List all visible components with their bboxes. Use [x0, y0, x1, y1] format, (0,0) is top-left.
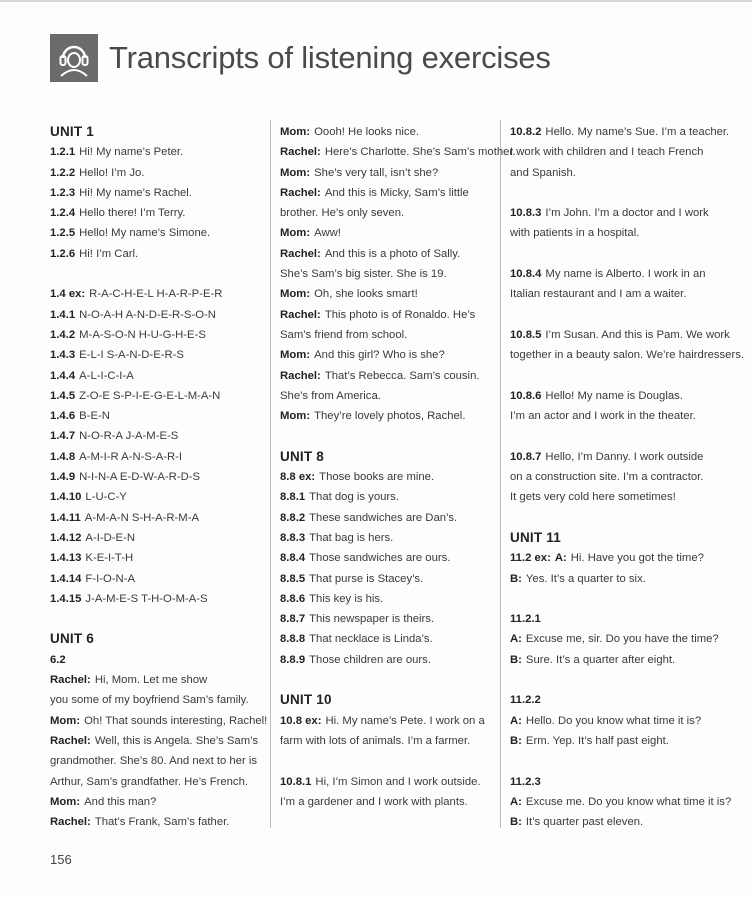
exercise-number: 11.2.2: [510, 694, 541, 707]
spelling-line: [50, 366, 262, 386]
dialog-line: [280, 203, 495, 223]
speaker: A:: [510, 633, 522, 646]
transcript-line: [280, 731, 495, 751]
dialog-line: [280, 183, 495, 203]
transcript-text: Those children are ours.: [309, 653, 431, 666]
spelling-text: A-M-A-N S-H-A-R-M-A: [84, 511, 200, 524]
transcript-text: Hi! I’m Carl.: [79, 247, 139, 260]
dialog-text: Oooh! He looks nice.: [314, 126, 419, 138]
spelling-text: E-L-I S-A-N-D-E-R-S: [79, 349, 184, 362]
unit-heading: UNIT 1: [50, 124, 94, 139]
exercise-number: 10.8.6: [510, 389, 542, 402]
exercise-number: 1.2.5: [50, 227, 76, 240]
transcript-text: Hello! My name’s Simone.: [79, 227, 211, 240]
dialog-text: They’re lovely photos, Rachel.: [314, 410, 466, 423]
transcript-line: I work with children and I teach French: [510, 146, 704, 159]
transcript-text: That dog is yours.: [309, 491, 399, 504]
unit-heading: UNIT 10: [280, 692, 332, 708]
dialog-line: [280, 305, 495, 325]
transcript-text: Hello, I’m Danny. I work outside: [545, 450, 704, 463]
spelling-text: J-A-M-E-S T-H-O-M-A-S: [85, 592, 208, 605]
transcript-line: [50, 223, 262, 243]
spelling-line: [50, 589, 262, 609]
dialog-text: grandmother. She’s 80. And next to her is: [50, 755, 258, 768]
spelling-line: [50, 548, 262, 568]
exercise-number: 1.4.14: [50, 572, 82, 585]
transcript-text: That necklace is Linda’s.: [309, 633, 433, 646]
transcript-line: [280, 487, 495, 507]
transcript-line: [510, 386, 746, 406]
dialog-text: Excuse me, sir. Do you have the time?: [525, 633, 719, 646]
transcript-line: [280, 569, 495, 589]
speaker: Mom:: [280, 410, 311, 423]
speaker: Mom:: [280, 166, 311, 179]
speaker: B:: [510, 653, 522, 666]
exercise-number: 1.4.13: [50, 552, 82, 565]
dialog-line: [280, 264, 495, 284]
transcript-text: Hi! My name’s Peter.: [79, 146, 184, 159]
dialog-text: And this man?: [84, 795, 157, 808]
spelling-line: [50, 528, 262, 548]
transcript-text: This newspaper is theirs.: [309, 613, 435, 626]
headphones-person-icon: [50, 34, 98, 82]
column-1: [50, 122, 268, 832]
exercise-number: 8.8.4: [280, 552, 306, 565]
spelling-text: A-L-I-C-I-A: [79, 369, 134, 382]
transcript-text: Hello there! I’m Terry.: [79, 207, 186, 220]
exercise-number: 8.8.5: [280, 572, 306, 585]
speaker: Mom:: [50, 795, 81, 808]
column-divider: [270, 120, 271, 828]
exercise-number: 8.8.7: [280, 613, 306, 626]
transcript-text: I’m John. I’m a doctor and I work: [545, 207, 709, 220]
dialog-text: Aww!: [314, 227, 341, 240]
dialog-line: [510, 650, 746, 670]
speaker: B:: [510, 734, 522, 747]
transcript-text: That bag is hers.: [309, 531, 394, 544]
exercise-number: 8.8 ex:: [280, 471, 316, 484]
transcript-line: [280, 467, 495, 487]
speaker: B:: [510, 572, 522, 585]
page-header: [50, 34, 551, 82]
exercise-number: 8.8.2: [280, 511, 306, 524]
spelling-line: [50, 569, 262, 589]
dialog-text: She’s from America.: [280, 389, 381, 402]
dialog-line: [510, 711, 746, 731]
dialog-text: And this is a photo of Sally.: [324, 247, 461, 260]
dialog-line: [280, 345, 495, 365]
transcript-line: [50, 183, 262, 203]
dialog-line: [50, 670, 262, 690]
exercise-number: 11.2.1: [510, 613, 541, 626]
exercise-number: 1.4.10: [50, 491, 82, 504]
transcript-line: [510, 264, 746, 284]
exercise-number: 8.8.6: [280, 592, 306, 605]
dialog-text: She’s very tall, isn’t she?: [314, 166, 439, 179]
exercise-number: 10.8.3: [510, 207, 542, 220]
transcript-line: with patients in a hospital.: [510, 227, 640, 240]
transcript-line: I’m an actor and I work in the theater.: [510, 410, 696, 423]
transcript-text: Those books are mine.: [319, 471, 435, 484]
dialog-line: [50, 751, 262, 771]
transcript-line: [280, 508, 495, 528]
transcript-text: These sandwiches are Dan’s.: [309, 511, 458, 524]
dialog-line: [510, 548, 746, 568]
dialog-text: Hi, Mom. Let me show: [94, 674, 208, 687]
exercise-number: 11.2.3: [510, 775, 541, 788]
exercise-number: 1.2.6: [50, 247, 76, 260]
transcript-line: [280, 609, 495, 629]
spelling-line: [50, 386, 262, 406]
exercise-number: 6.2: [50, 653, 66, 666]
exercise-number: 1.4.9: [50, 471, 76, 484]
dialog-line: [510, 731, 746, 751]
spelling-line: [50, 487, 262, 507]
transcript-text: Hello! My name is Douglas.: [545, 389, 683, 402]
spelling-line: [50, 508, 262, 528]
exercise-number: 10.8.4: [510, 268, 542, 281]
dialog-text: Sure. It’s a quarter after eight.: [525, 653, 676, 666]
transcript-line: It gets very cold here sometimes!: [510, 491, 676, 504]
dialog-line: [280, 366, 495, 386]
exercise-number: 1.4.5: [50, 389, 76, 402]
dialog-line: [280, 122, 495, 142]
dialog-text: And this girl? Who is she?: [314, 349, 445, 362]
dialog-text: And this is Micky, Sam’s little: [324, 186, 469, 199]
exercise-number: 11.2 ex:: [510, 552, 551, 565]
speaker: Rachel:: [50, 734, 91, 747]
column-3: [510, 122, 746, 832]
dialog-text: Arthur, Sam’s grandfather. He’s French.: [50, 775, 249, 788]
spelling-line: [50, 467, 262, 487]
unit-heading: UNIT 6: [50, 631, 94, 647]
dialog-text: That’s Rebecca. Sam’s cousin.: [324, 369, 480, 382]
spelling-line: [50, 406, 262, 426]
dialog-text: Here’s Charlotte. She’s Sam’s mother.: [324, 146, 516, 159]
dialog-line: [280, 163, 495, 183]
speaker: A:: [554, 552, 567, 565]
exercise-number: 10.8.5: [510, 328, 542, 341]
transcript-line: [280, 650, 495, 670]
column-2: [280, 122, 516, 812]
exercise-number: 10.8.7: [510, 450, 542, 463]
exercise-number: 10.8 ex:: [280, 714, 322, 727]
transcript-line: [50, 163, 262, 183]
speaker: Rachel:: [280, 369, 321, 382]
speaker: Mom:: [280, 126, 311, 138]
spelling-line: [50, 447, 262, 467]
speaker: Rachel:: [280, 146, 321, 159]
dialog-line: [280, 223, 495, 243]
page-title: Transcripts of listening exercises: [109, 40, 551, 75]
spelling-text: A-M-I-R A-N-S-A-R-I: [79, 450, 183, 463]
speaker: Mom:: [280, 227, 311, 240]
page-number: 156: [50, 852, 72, 867]
dialog-text: Well, this is Angela. She’s Sam’s: [94, 734, 259, 747]
transcript-text: Those sandwiches are ours.: [309, 552, 451, 565]
transcript-text: My name is Alberto. I work in an: [545, 268, 706, 281]
exercise-number: 1.2.1: [50, 146, 76, 159]
transcript-text: I’m a gardener and I work with plants.: [280, 795, 468, 808]
transcript-text: Hi, I’m Simon and I work outside.: [315, 775, 481, 788]
spelling-text: B-E-N: [79, 410, 110, 423]
speaker: Mom:: [280, 288, 311, 301]
transcript-line: [50, 203, 262, 223]
spelling-line: [50, 305, 262, 325]
transcript-line: [280, 629, 495, 649]
dialog-line: [280, 244, 495, 264]
transcript-line: [510, 122, 746, 142]
dialog-line: [280, 406, 495, 426]
transcript-line: [280, 548, 495, 568]
exercise-number: 1.4.11: [50, 511, 81, 524]
column-divider: [500, 120, 501, 828]
dialog-line: [280, 284, 495, 304]
dialog-line: [50, 690, 262, 710]
spelling-text: N-O-A-H A-N-D-E-R-S-O-N: [79, 308, 216, 321]
transcript-line: and Spanish.: [510, 166, 576, 179]
dialog-text: Hi. Have you got the time?: [570, 552, 704, 565]
exercise-number: 1.4.4: [50, 369, 76, 382]
dialog-line: [280, 386, 495, 406]
dialog-line: [50, 812, 262, 832]
exercise-number: 10.8.1: [280, 775, 312, 788]
top-border: [0, 0, 752, 2]
spelling-text: R-A-C-H-E-L H-A-R-P-E-R: [89, 288, 223, 301]
dialog-line: [50, 792, 262, 812]
exercise-number: 8.8.1: [280, 491, 306, 504]
transcript-line: [280, 528, 495, 548]
spelling-text: Z-O-E S-P-I-E-G-E-L-M-A-N: [79, 389, 221, 402]
dialog-line: [510, 629, 746, 649]
unit-heading: UNIT 8: [280, 448, 324, 464]
transcript-text: That purse is Stacey’s.: [309, 572, 424, 585]
dialog-line: [280, 142, 516, 162]
speaker: B:: [510, 816, 522, 829]
dialog-line: [280, 325, 495, 345]
transcript-line: [510, 325, 746, 345]
transcript-line: [50, 244, 262, 264]
transcript-text: Hello. My name’s Sue. I’m a teacher.: [545, 126, 730, 138]
exercise-number: 8.8.3: [280, 531, 306, 544]
spelling-text: M-A-S-O-N H-U-G-H-E-S: [79, 328, 206, 341]
exercise-number: 1.2.4: [50, 207, 76, 220]
transcript-text: I’m Susan. And this is Pam. We work: [545, 328, 730, 341]
exercise-number: 1.4.15: [50, 592, 82, 605]
exercise-number: 1.4.6: [50, 410, 76, 423]
transcript-line: [510, 203, 746, 223]
dialog-text: Yes. It’s a quarter to six.: [525, 572, 646, 585]
exercise-number: 1.4.2: [50, 328, 76, 341]
spelling-text: A-I-D-E-N: [85, 531, 135, 544]
speaker: Rachel:: [280, 308, 321, 321]
dialog-text: Hello. Do you know what time it is?: [525, 714, 702, 727]
exercise-number: 10.8.2: [510, 126, 542, 138]
exercise-number: 8.8.8: [280, 633, 306, 646]
spelling-line: [50, 345, 262, 365]
speaker: Rachel:: [50, 816, 91, 829]
spelling-line: [50, 284, 262, 304]
exercise-number: 1.4.1: [50, 308, 76, 321]
exercise-number: 1.2.3: [50, 186, 76, 199]
exercise-number: 1.4.7: [50, 430, 76, 443]
dialog-text: you some of my boyfriend Sam’s family.: [50, 694, 249, 707]
spelling-text: N-I-N-A E-D-W-A-R-D-S: [79, 471, 201, 484]
exercise-number: 1.4 ex:: [50, 288, 86, 301]
transcript-line: on a construction site. I’m a contractor.: [510, 471, 704, 484]
speaker: Rachel:: [280, 247, 321, 260]
unit-heading: UNIT 11: [510, 529, 561, 545]
spelling-text: K-E-I-T-H: [85, 552, 134, 565]
dialog-line: [510, 792, 746, 812]
dialog-line: [50, 711, 268, 731]
dialog-text: Oh! That sounds interesting, Rachel!: [84, 714, 268, 727]
transcript-line: [280, 772, 495, 792]
speaker: Mom:: [50, 714, 81, 727]
transcript-text: farm with lots of animals. I’m a farmer.: [280, 734, 471, 747]
dialog-text: Excuse me. Do you know what time it is?: [525, 795, 732, 808]
transcript-text: Hi! My name’s Rachel.: [79, 186, 192, 199]
dialog-text: brother. He’s only seven.: [280, 207, 405, 220]
exercise-number: 1.4.12: [50, 531, 82, 544]
dialog-text: It’s quarter past eleven.: [525, 816, 644, 829]
spelling-text: N-O-R-A J-A-M-E-S: [79, 430, 179, 443]
speaker: Rachel:: [50, 674, 91, 687]
transcript-line: together in a beauty salon. We’re hairdressers.: [510, 349, 745, 362]
dialog-line: [50, 731, 262, 751]
exercise-number: 1.4.8: [50, 450, 76, 463]
spelling-text: F-I-O-N-A: [85, 572, 135, 585]
transcript-line: [50, 142, 262, 162]
transcript-text: This key is his.: [309, 592, 384, 605]
exercise-number: 1.2.2: [50, 166, 76, 179]
dialog-text: Sam’s friend from school.: [280, 328, 408, 341]
dialog-line: [510, 812, 746, 832]
transcript-line: Italian restaurant and I am a waiter.: [510, 288, 687, 301]
dialog-text: This photo is of Ronaldo. He’s: [324, 308, 476, 321]
transcript-line: [280, 589, 495, 609]
dialog-text: Erm. Yep. It’s half past eight.: [525, 734, 669, 747]
transcript-line: [280, 711, 495, 731]
dialog-line: [510, 569, 746, 589]
exercise-number: 8.8.9: [280, 653, 306, 666]
dialog-text: She’s Sam’s big sister. She is 19.: [280, 268, 447, 281]
speaker: A:: [510, 795, 522, 808]
dialog-line: [50, 772, 262, 792]
speaker: A:: [510, 714, 522, 727]
spelling-line: [50, 325, 262, 345]
speaker: Rachel:: [280, 186, 321, 199]
transcript-text: Hi. My name’s Pete. I work on a: [325, 714, 485, 727]
transcript-line: [510, 447, 746, 467]
dialog-text: That’s Frank, Sam’s father.: [94, 816, 230, 829]
transcript-text: Hello! I’m Jo.: [79, 166, 145, 179]
transcript-line: [280, 792, 495, 812]
spelling-line: [50, 426, 262, 446]
spelling-text: L-U-C-Y: [85, 491, 127, 504]
exercise-number: 1.4.3: [50, 349, 76, 362]
dialog-text: Oh, she looks smart!: [314, 288, 418, 301]
speaker: Mom:: [280, 349, 311, 362]
